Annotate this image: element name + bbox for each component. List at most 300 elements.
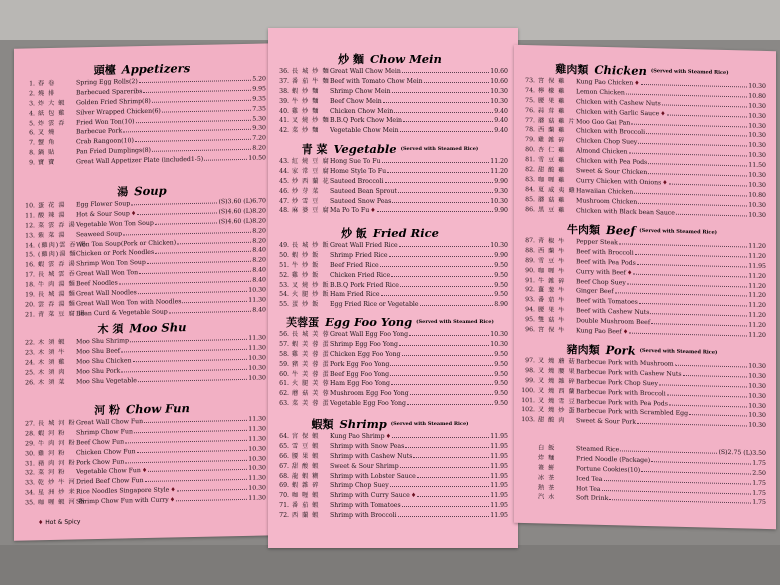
item-price: 9.50	[494, 350, 508, 358]
dot-leader	[667, 109, 748, 117]
menu-item-row	[272, 97, 508, 107]
section-title-en: Chow Fun	[126, 401, 190, 417]
dot-leader	[669, 399, 747, 407]
item-name: Moo Shu Chicken	[76, 357, 132, 366]
item-name-cn: 番 茄 牛 麵	[292, 77, 330, 85]
menu-section	[514, 443, 776, 509]
item-number: 56.	[279, 331, 289, 338]
item-number: 58.	[279, 350, 289, 358]
item-number: 52.	[279, 271, 289, 279]
dot-leader	[155, 246, 251, 254]
dot-leader	[152, 95, 251, 103]
menu-section	[268, 313, 518, 409]
spicy-icon: ♦	[622, 328, 629, 336]
section-title-cn: 頭檯	[93, 63, 116, 78]
item-name: Great Wall Egg Foo Yong	[330, 331, 409, 338]
item-name-cn: 甜 酸 雞	[538, 166, 566, 175]
item-number: 47.	[279, 197, 289, 205]
spicy-icon: ♦	[662, 179, 668, 187]
section-title-en: Appetizers	[121, 61, 191, 77]
dot-leader	[638, 198, 747, 207]
dot-leader	[651, 456, 751, 464]
item-name-cn: 黑 豆 雞	[538, 205, 566, 214]
spicy-icon: ♦	[130, 210, 137, 218]
item-name-cn: 紅 燒 豆 腐	[292, 158, 330, 165]
item-price: 11.95	[490, 502, 508, 510]
item-name-cn: 長 城 炒 飯	[292, 242, 330, 249]
item-number: 97.	[525, 357, 535, 365]
item-name-cn: 鍋 貼	[38, 149, 56, 157]
item-price: 9.50	[494, 360, 508, 368]
item-number: 78.	[525, 126, 535, 134]
menu-item-row	[272, 491, 508, 501]
dot-leader	[155, 217, 218, 224]
item-number: 91.	[525, 276, 535, 284]
dot-leader	[148, 464, 247, 472]
item-name: Hot & Sour Soup	[76, 210, 130, 219]
item-price: 11.95	[490, 512, 508, 520]
item-number: 2.	[29, 90, 35, 98]
menu-item-row	[272, 206, 508, 216]
item-number: 102.	[521, 406, 535, 414]
item-name-cn: 炸 大 蝦	[38, 99, 66, 108]
item-number: 95.	[525, 316, 535, 324]
menu-item-row	[272, 167, 508, 177]
item-name-cn: 長 城 炒 麵	[292, 68, 330, 75]
item-number: 64.	[279, 433, 289, 440]
dot-leader	[398, 511, 490, 517]
item-name-cn: 簽 餅	[538, 464, 556, 472]
item-name: Shrimp Egg Foo Yong	[330, 340, 398, 348]
item-name: Double Mushroom Beef	[576, 317, 651, 327]
item-name-cn: 蘑 菇 雞 片	[538, 116, 576, 125]
item-name-cn: 火 腿 芙 蓉	[292, 380, 330, 388]
item-price: 8.40	[252, 276, 266, 284]
section-note: (Served with Steamed Rice)	[639, 227, 717, 236]
dot-leader	[377, 206, 494, 212]
item-name-cn: 熱 茶	[538, 483, 556, 492]
item-name-cn: 青 菜 豆 腐 湯	[38, 310, 86, 319]
item-price: 10.30	[248, 464, 266, 473]
item-number: 7.	[29, 139, 35, 147]
item-name-cn: 蝦 河 粉	[38, 429, 66, 438]
item-price: 11.20	[490, 158, 508, 165]
menu-middle-panel	[268, 28, 518, 548]
section-note: (Served with Steamed Rice)	[390, 420, 469, 427]
item-name-cn: 炒 西 蘭 花	[292, 177, 330, 185]
item-name: Won Ton Soup(Pork or Chicken)	[76, 238, 177, 249]
item-price: 10.30	[248, 364, 266, 372]
dot-leader	[182, 296, 247, 303]
item-number: 79.	[525, 136, 535, 144]
item-price: 11.20	[748, 282, 766, 290]
spicy-icon: ♦	[370, 207, 376, 215]
item-price: 11.95	[490, 442, 508, 450]
item-number: 50.	[279, 251, 289, 259]
section-title-cn: 蝦類	[311, 418, 334, 431]
item-name: Moo Shu Vegetable	[76, 376, 137, 386]
section-title-en: Fried Rice	[372, 226, 439, 240]
dot-leader	[667, 389, 748, 397]
item-price: 10.30	[748, 122, 766, 130]
item-name-cn: 菜 雲 吞 湯	[38, 221, 76, 230]
item-name-cn: 炒 芽 菜	[292, 187, 320, 195]
dot-leader	[398, 187, 493, 193]
section-title-cn: 芙蓉蛋	[286, 316, 320, 329]
item-number: 83.	[525, 175, 535, 184]
section-title-cn: 木 須	[97, 322, 124, 336]
item-price: 9.30	[252, 124, 266, 133]
item-name-cn: 蝦 雲 吞 湯	[38, 260, 76, 269]
dot-leader	[382, 157, 490, 163]
item-name-cn: 西 蘭 雞	[538, 126, 566, 135]
dot-leader	[400, 281, 493, 287]
item-name: Mushroom Chicken	[576, 197, 638, 206]
item-name-cn: 叉 燒 雜 碎	[538, 377, 576, 386]
item-number: 82.	[525, 166, 535, 174]
item-price: 10.30	[748, 171, 766, 179]
item-price: 11.95	[490, 472, 508, 480]
section-title-cn: 雞肉類	[555, 62, 589, 77]
menu-item-row	[272, 300, 508, 310]
dot-leader	[399, 241, 490, 247]
item-price: 9.90	[494, 177, 508, 185]
item-name: Chicken Chop Suey	[576, 137, 638, 147]
item-name-cn: 雙 菇 牛	[538, 316, 566, 325]
item-name-cn: 雲 吞 湯 麵	[38, 300, 76, 309]
dot-leader	[392, 87, 490, 93]
item-price: 8.20	[252, 256, 266, 265]
item-price: 10.30	[748, 411, 766, 420]
item-price: 8.20	[252, 144, 266, 152]
menu-item-row	[272, 77, 508, 87]
item-name-cn: 薑 葱 牛	[538, 286, 566, 295]
item-number: 19.	[25, 291, 35, 299]
dot-leader	[400, 126, 494, 132]
item-number: 84.	[525, 185, 535, 194]
item-price: 9.40	[494, 107, 508, 115]
item-name-cn: 檸 檬 雞	[538, 87, 566, 95]
menu-section	[268, 415, 518, 521]
item-number: 25.	[25, 368, 35, 377]
item-name: Vegetable Chow Mein	[330, 127, 399, 135]
item-name: Barbecue Pork with Mushroom	[576, 358, 674, 368]
dot-leader	[410, 389, 494, 395]
item-price: 10.30	[748, 131, 766, 140]
item-price: 10.30	[748, 382, 766, 390]
menu-item-row	[272, 481, 508, 491]
item-price: 11.95	[490, 462, 508, 470]
item-number: 72.	[279, 512, 289, 520]
dot-leader	[400, 462, 490, 468]
item-name: Rice Noodles Singapore Style	[76, 486, 170, 496]
menu-item-row	[272, 501, 508, 511]
dot-leader	[391, 271, 493, 277]
item-price: 10.30	[748, 362, 766, 370]
item-name-cn: 麻 婆 豆 腐	[292, 207, 330, 215]
menu-section	[514, 339, 776, 432]
item-name-cn: 酸 辣 湯	[38, 211, 66, 220]
item-name: Moo Shu Pork	[76, 367, 121, 376]
menu-item-row	[272, 511, 508, 521]
background-bottom	[0, 545, 780, 585]
item-name-cn: 蛋 花 湯	[38, 201, 66, 210]
item-number: 77.	[525, 116, 535, 124]
dot-leader	[387, 167, 489, 173]
section-title-cn: 牛肉類	[566, 223, 600, 237]
item-name: Silver Wrapped Chicken(6)	[76, 107, 161, 117]
item-number: 36.	[279, 68, 289, 75]
item-number: 34.	[25, 489, 35, 497]
item-number: 31.	[25, 459, 35, 468]
item-name-cn: 牛 炒 麵	[292, 97, 320, 105]
item-number: 103.	[521, 416, 535, 424]
item-price: 10.30	[748, 392, 766, 400]
menu-item-row	[272, 340, 508, 350]
item-number: 94.	[525, 306, 535, 314]
item-number: 53.	[279, 281, 289, 289]
item-name: Beef Fried Rice	[330, 261, 379, 269]
item-name: Great Wall Won Ton with Noodles	[76, 298, 182, 308]
item-number: 100.	[521, 386, 535, 394]
dot-leader	[380, 261, 494, 267]
item-name: B.B.Q Pork Fried Rice	[330, 281, 399, 289]
item-name-cn: 牛 芙 蓉 蛋	[292, 370, 330, 378]
item-price: 10.60	[490, 68, 508, 75]
item-name: Sauteed Bean Sprout	[330, 187, 397, 195]
item-name: Chicken with Black bean Sauce	[576, 206, 675, 217]
menu-item-row	[272, 432, 508, 442]
dot-leader	[390, 370, 493, 376]
item-price: 9.50	[494, 380, 508, 388]
item-name-cn: 木 須 雞	[38, 358, 66, 367]
item-name-cn: 雞 雜 碎	[538, 136, 566, 145]
item-name-cn: 冰 茶	[538, 474, 556, 482]
item-price: 10.30	[490, 197, 508, 205]
item-name: Chicken with Cashew Nuts	[576, 98, 661, 108]
menu-left-panel	[14, 43, 276, 540]
item-number: 48.	[279, 207, 289, 215]
item-name: Great Wall Appetizer Plate (included1-5)	[76, 155, 204, 166]
item-name-cn: 雞 河 粉	[38, 449, 66, 457]
item-name-cn: (雞肉)雲 吞 湯	[38, 240, 87, 249]
spicy-icon: ♦	[141, 467, 148, 475]
menu-section	[514, 219, 776, 341]
item-price: 11.30	[248, 296, 266, 304]
item-number: 39.	[279, 97, 289, 105]
item-price: 9.35	[252, 95, 266, 103]
item-name: Beef with Broccoli	[576, 248, 634, 257]
item-name: Steamed Rice	[576, 445, 620, 454]
item-name: Chicken Chow Fun	[76, 447, 136, 457]
menu-item-row	[272, 281, 508, 291]
item-price: 11.95	[490, 433, 508, 440]
menu-item-row	[272, 251, 508, 261]
item-number: 67.	[279, 462, 289, 470]
item-name: Ginger Beef	[576, 287, 614, 296]
section-title-cn: 湯	[117, 185, 129, 199]
item-name-cn: 宮 保 蝦	[292, 433, 320, 440]
item-price: 10.30	[748, 402, 766, 410]
item-name-cn: 雞 炒 麵	[292, 107, 320, 115]
spicy-icon: ♦	[169, 496, 176, 504]
item-name: Kung Pao Chicken	[576, 78, 634, 87]
item-name: Chicken with Garlic Sauce	[576, 107, 660, 118]
dot-leader	[162, 104, 251, 112]
menu-item-row	[272, 370, 508, 380]
item-name-cn: 雪 豆 雞	[538, 156, 566, 165]
item-name-cn: 蝦 炒 麵	[292, 87, 320, 95]
dot-leader	[662, 99, 747, 107]
item-name: Pepper Steak	[576, 238, 618, 247]
dot-leader	[169, 306, 251, 314]
item-name-cn: 汽 水	[538, 493, 556, 502]
item-price: 11.30	[248, 435, 266, 443]
item-number: 10.	[25, 202, 35, 210]
item-name: Barbecue Pork with Pea Pods	[576, 397, 668, 408]
item-number: 86.	[525, 205, 535, 213]
dot-leader	[391, 379, 493, 385]
dot-leader	[676, 208, 747, 216]
item-number: 5.	[29, 119, 35, 127]
item-name-cn: 叉 燒 炒 麵	[292, 117, 330, 125]
item-number: 45.	[279, 177, 289, 185]
item-number: 28.	[25, 430, 35, 438]
item-price: 10.30	[748, 211, 766, 219]
dot-leader	[136, 114, 252, 122]
item-number: 59.	[279, 360, 289, 368]
dot-leader	[125, 435, 247, 444]
item-name: Pan Fried Dumplings(8)	[76, 147, 151, 156]
item-price: 10.60	[490, 77, 508, 85]
dot-leader	[639, 298, 747, 307]
item-price: 11.95	[748, 262, 766, 270]
item-name: Kung Pao Beef	[576, 327, 622, 336]
item-name: Shrimp Won Ton Soup	[76, 259, 146, 268]
item-name: Shrimp Chow Fun with Curry	[76, 496, 169, 506]
dot-leader	[407, 399, 493, 405]
item-price: 11.20	[748, 301, 766, 310]
item-number: 88.	[525, 246, 535, 255]
item-price: 2.50	[752, 469, 766, 477]
item-name: Chicken Egg Foo Yong	[330, 350, 401, 358]
item-number: 21.	[25, 311, 35, 319]
item-name-cn: 叉 燒 蘑 菇	[538, 357, 576, 366]
dot-leader	[413, 452, 489, 458]
menu-item-row	[272, 472, 508, 482]
item-name: Fried Noodle (Package)	[576, 455, 651, 465]
item-name-cn: 長 城 湯 麵	[38, 290, 76, 299]
item-price: (S)4.60 (L)8.20	[218, 207, 266, 216]
item-price: 10.30	[490, 97, 508, 105]
item-name: Sauteed Snow Peas	[330, 197, 392, 205]
item-price: 9.30	[494, 187, 508, 195]
item-name: Vegetable Won Ton Soup	[76, 219, 154, 229]
item-number: 63.	[279, 400, 289, 408]
item-name: Fried Won Ton(10)	[76, 117, 135, 127]
item-number: 13.	[25, 231, 35, 240]
menu-item-row	[272, 271, 508, 281]
item-number: 57.	[279, 340, 289, 348]
item-number: 23.	[25, 349, 35, 357]
item-name-cn: 蝦 炒 飯	[292, 251, 320, 259]
item-number: 6.	[29, 129, 35, 137]
item-number: 35.	[25, 499, 35, 507]
item-number: 55.	[279, 301, 289, 309]
menu-section	[268, 50, 518, 136]
item-price: 11.20	[748, 321, 766, 330]
item-name-cn: 甜 酸 肉	[538, 416, 566, 425]
item-name: Chicken with Broccoli	[576, 127, 646, 137]
item-price: 11.30	[248, 494, 266, 502]
item-number: 8.	[29, 149, 35, 157]
item-name: Chicken or Pork Noodles	[76, 249, 155, 258]
dot-leader	[381, 290, 494, 296]
item-name: Seaweed Soup	[76, 230, 123, 239]
menu-item-row	[272, 116, 508, 126]
item-name-cn: 豬 芙 蓉 蛋	[292, 360, 330, 368]
item-price: 8.90	[494, 301, 508, 309]
item-name-cn: 木 須 蝦	[38, 338, 66, 347]
dot-leader	[385, 177, 494, 183]
item-number: 81.	[525, 156, 535, 164]
item-number: 69.	[279, 482, 289, 490]
legend-label: Hot & Spicy	[45, 518, 81, 527]
item-price: 9.95	[252, 85, 266, 93]
item-name: Ma Po To Fu	[330, 207, 370, 215]
item-name-cn: 青 椒 牛	[538, 237, 566, 246]
dot-leader	[689, 410, 747, 417]
item-name-cn: 蘑 菇 雞	[538, 196, 566, 204]
item-number: 75.	[525, 96, 535, 105]
dot-leader	[399, 340, 489, 346]
dot-leader	[204, 154, 247, 161]
item-number: 37.	[279, 77, 289, 85]
item-price: 5.20	[252, 75, 266, 83]
item-name: Sauteed Broccoli	[330, 177, 384, 185]
dot-leader	[641, 466, 751, 475]
item-number: 42.	[279, 127, 289, 135]
item-name: B.B.Q Pork Chow Mein	[330, 117, 403, 125]
menu-item-row	[272, 157, 508, 167]
section-title-en: Chow Mein	[369, 52, 442, 66]
item-name: Bean Curd & Vegetable Soup	[76, 308, 168, 318]
item-name: Beef Chow Mein	[330, 97, 382, 105]
item-name: Chicken with Pea Pods	[576, 157, 648, 167]
dot-leader	[651, 318, 747, 326]
dot-leader	[683, 370, 748, 378]
section-title-en: Chicken	[594, 62, 647, 79]
item-name: Sweet & Sour Pork	[576, 417, 637, 427]
item-price: 10.30	[248, 455, 266, 463]
item-price: 10.30	[490, 87, 508, 95]
section-title-en: Egg Foo Yong	[325, 315, 413, 329]
dot-leader	[394, 107, 493, 113]
item-name: Shrimp with Snow Peas	[330, 442, 405, 450]
item-name: Beef Noodles	[76, 279, 118, 288]
item-price: 8.40	[252, 246, 266, 255]
item-name-cn: 腰 果 牛	[538, 306, 566, 315]
item-price: 10.30	[490, 331, 508, 338]
item-name: Beef with Tomato Chow Mein	[330, 77, 423, 85]
item-name-cn: 菜 炒 麵	[292, 127, 320, 135]
item-name: Beef with Pea Pods	[576, 258, 636, 267]
item-name: Beef Chow Fun	[76, 438, 125, 447]
item-name-cn: 杏 仁 雞	[538, 146, 566, 155]
item-name-cn: 牛 肉 河 粉	[38, 439, 76, 448]
dot-leader	[137, 207, 217, 215]
dot-leader	[405, 442, 489, 448]
